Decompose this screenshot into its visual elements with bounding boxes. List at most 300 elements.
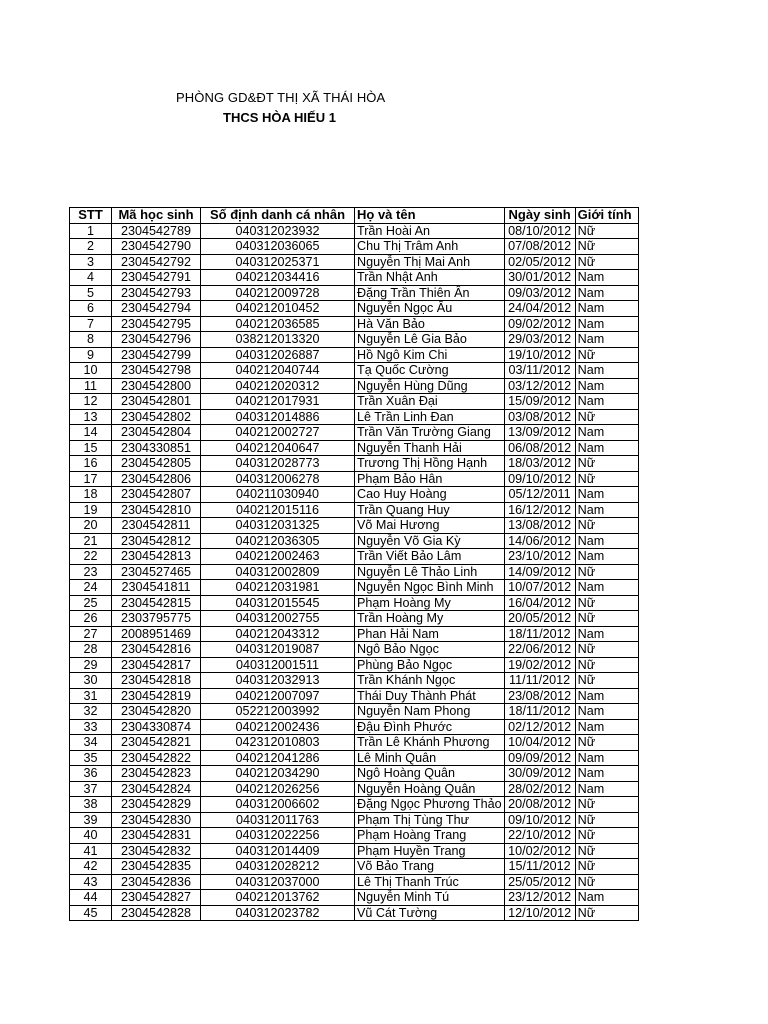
cell-personal-id: 040312006602 <box>201 797 355 813</box>
table-row <box>70 518 639 534</box>
cell-personal-id: 042312010803 <box>201 735 355 751</box>
cell-stt: 23 <box>70 564 112 580</box>
table-row <box>70 843 639 859</box>
cell-gender: Nữ <box>575 518 638 534</box>
school-title: THCS HÒA HIẾU 1 <box>223 110 336 125</box>
cell-gender: Nam <box>575 363 638 379</box>
table-row <box>70 580 639 596</box>
cell-full-name: Phạm Hoàng My <box>355 595 505 611</box>
cell-full-name: Nguyễn Lê Gia Bảo <box>355 332 505 348</box>
cell-student-code: 2304330874 <box>112 719 201 735</box>
cell-gender: Nữ <box>575 595 638 611</box>
table-row <box>70 890 639 906</box>
cell-stt: 12 <box>70 394 112 410</box>
cell-gender: Nữ <box>575 812 638 828</box>
cell-student-code: 2304527465 <box>112 564 201 580</box>
cell-personal-id: 040312014886 <box>201 409 355 425</box>
cell-stt: 45 <box>70 905 112 921</box>
cell-birth-date: 03/08/2012 <box>504 409 575 425</box>
cell-student-code: 2304542830 <box>112 812 201 828</box>
cell-gender: Nữ <box>575 657 638 673</box>
cell-birth-date: 30/01/2012 <box>504 270 575 286</box>
cell-stt: 44 <box>70 890 112 906</box>
table-body <box>70 223 639 921</box>
cell-full-name: Nguyễn Minh Tú <box>355 890 505 906</box>
cell-personal-id: 040212034416 <box>201 270 355 286</box>
cell-stt: 32 <box>70 704 112 720</box>
table-row <box>70 363 639 379</box>
cell-full-name: Trần Khánh Ngọc <box>355 673 505 689</box>
cell-personal-id: 040212002436 <box>201 719 355 735</box>
table-row <box>70 735 639 751</box>
cell-gender: Nam <box>575 301 638 317</box>
cell-gender: Nam <box>575 890 638 906</box>
cell-birth-date: 12/10/2012 <box>504 905 575 921</box>
cell-birth-date: 16/04/2012 <box>504 595 575 611</box>
cell-stt: 27 <box>70 626 112 642</box>
table-row <box>70 642 639 658</box>
cell-full-name: Nguyễn Hùng Dũng <box>355 378 505 394</box>
cell-personal-id: 040312028212 <box>201 859 355 875</box>
table-row <box>70 533 639 549</box>
cell-personal-id: 040312028773 <box>201 456 355 472</box>
cell-personal-id: 040212040744 <box>201 363 355 379</box>
cell-birth-date: 19/10/2012 <box>504 347 575 363</box>
cell-full-name: Hồ Ngô Kim Chi <box>355 347 505 363</box>
cell-stt: 34 <box>70 735 112 751</box>
cell-stt: 4 <box>70 270 112 286</box>
cell-student-code: 2008951469 <box>112 626 201 642</box>
cell-full-name: Nguyễn Nam Phong <box>355 704 505 720</box>
table-row <box>70 316 639 332</box>
cell-birth-date: 15/09/2012 <box>504 394 575 410</box>
table-row <box>70 456 639 472</box>
cell-full-name: Trần Lê Khánh Phương <box>355 735 505 751</box>
cell-student-code: 2304542812 <box>112 533 201 549</box>
cell-stt: 10 <box>70 363 112 379</box>
cell-full-name: Phạm Thị Tùng Thư <box>355 812 505 828</box>
cell-stt: 14 <box>70 425 112 441</box>
cell-personal-id: 040312022256 <box>201 828 355 844</box>
cell-stt: 16 <box>70 456 112 472</box>
cell-birth-date: 10/02/2012 <box>504 843 575 859</box>
cell-student-code: 2304542794 <box>112 301 201 317</box>
cell-student-code: 2304542822 <box>112 750 201 766</box>
cell-stt: 28 <box>70 642 112 658</box>
cell-student-code: 2304542813 <box>112 549 201 565</box>
cell-full-name: Ngô Bảo Ngọc <box>355 642 505 658</box>
cell-personal-id: 040312031325 <box>201 518 355 534</box>
cell-gender: Nam <box>575 332 638 348</box>
cell-birth-date: 09/10/2012 <box>504 812 575 828</box>
cell-full-name: Nguyễn Ngọc Bình Minh <box>355 580 505 596</box>
cell-personal-id: 040312025371 <box>201 254 355 270</box>
cell-stt: 22 <box>70 549 112 565</box>
cell-personal-id: 040312014409 <box>201 843 355 859</box>
cell-student-code: 2304542789 <box>112 223 201 239</box>
cell-personal-id: 040212031981 <box>201 580 355 596</box>
cell-student-code: 2304542816 <box>112 642 201 658</box>
cell-personal-id: 052212003992 <box>201 704 355 720</box>
table-row <box>70 673 639 689</box>
cell-birth-date: 07/08/2012 <box>504 239 575 255</box>
cell-stt: 39 <box>70 812 112 828</box>
cell-student-code: 2304542824 <box>112 781 201 797</box>
cell-gender: Nam <box>575 502 638 518</box>
cell-gender: Nam <box>575 549 638 565</box>
cell-birth-date: 14/06/2012 <box>504 533 575 549</box>
cell-stt: 13 <box>70 409 112 425</box>
cell-full-name: Hà Văn Bảo <box>355 316 505 332</box>
table-row <box>70 378 639 394</box>
cell-personal-id: 040312026887 <box>201 347 355 363</box>
table-row <box>70 874 639 890</box>
table-row <box>70 812 639 828</box>
cell-full-name: Trần Viết Bảo Lâm <box>355 549 505 565</box>
cell-stt: 5 <box>70 285 112 301</box>
cell-gender: Nam <box>575 378 638 394</box>
cell-stt: 11 <box>70 378 112 394</box>
cell-stt: 41 <box>70 843 112 859</box>
cell-student-code: 2304542829 <box>112 797 201 813</box>
cell-student-code: 2304330851 <box>112 440 201 456</box>
cell-student-code: 2304542802 <box>112 409 201 425</box>
cell-stt: 33 <box>70 719 112 735</box>
cell-personal-id: 040212015116 <box>201 502 355 518</box>
cell-personal-id: 040312036065 <box>201 239 355 255</box>
cell-stt: 42 <box>70 859 112 875</box>
cell-student-code: 2304542817 <box>112 657 201 673</box>
table-row <box>70 657 639 673</box>
table-row <box>70 394 639 410</box>
cell-personal-id: 040212009728 <box>201 285 355 301</box>
cell-stt: 38 <box>70 797 112 813</box>
cell-full-name: Lê Thị Thanh Trúc <box>355 874 505 890</box>
cell-student-code: 2304542832 <box>112 843 201 859</box>
cell-gender: Nữ <box>575 347 638 363</box>
cell-personal-id: 040312002755 <box>201 611 355 627</box>
cell-student-code: 2304542807 <box>112 487 201 503</box>
cell-full-name: Tạ Quốc Cường <box>355 363 505 379</box>
table-row <box>70 595 639 611</box>
column-header-personal-id: Số định danh cá nhân <box>201 208 355 224</box>
cell-gender: Nam <box>575 285 638 301</box>
cell-gender: Nữ <box>575 859 638 875</box>
cell-birth-date: 03/12/2012 <box>504 378 575 394</box>
cell-stt: 20 <box>70 518 112 534</box>
cell-personal-id: 040212013762 <box>201 890 355 906</box>
cell-student-code: 2304542831 <box>112 828 201 844</box>
cell-student-code: 2304542810 <box>112 502 201 518</box>
department-heading: PHÒNG GD&ĐT THỊ XÃ THÁI HÒA <box>176 90 386 105</box>
cell-gender: Nam <box>575 316 638 332</box>
cell-student-code: 2304542827 <box>112 890 201 906</box>
cell-full-name: Nguyễn Ngọc Âu <box>355 301 505 317</box>
table-row <box>70 781 639 797</box>
cell-birth-date: 16/12/2012 <box>504 502 575 518</box>
cell-stt: 7 <box>70 316 112 332</box>
cell-student-code: 2304542800 <box>112 378 201 394</box>
cell-personal-id: 040212002463 <box>201 549 355 565</box>
cell-stt: 19 <box>70 502 112 518</box>
cell-personal-id: 040212041286 <box>201 750 355 766</box>
cell-full-name: Thái Duy Thành Phát <box>355 688 505 704</box>
table-row <box>70 301 639 317</box>
cell-gender: Nữ <box>575 797 638 813</box>
table-header-row <box>70 208 639 224</box>
cell-full-name: Đậu Đình Phước <box>355 719 505 735</box>
cell-stt: 3 <box>70 254 112 270</box>
cell-birth-date: 18/11/2012 <box>504 626 575 642</box>
cell-stt: 40 <box>70 828 112 844</box>
table-row <box>70 611 639 627</box>
cell-personal-id: 040212034290 <box>201 766 355 782</box>
cell-full-name: Phạm Bảo Hân <box>355 471 505 487</box>
cell-personal-id: 038212013320 <box>201 332 355 348</box>
column-header-birth-date: Ngày sinh <box>504 208 575 224</box>
cell-student-code: 2304541811 <box>112 580 201 596</box>
cell-full-name: Lê Trần Linh Đan <box>355 409 505 425</box>
cell-birth-date: 09/10/2012 <box>504 471 575 487</box>
cell-gender: Nam <box>575 781 638 797</box>
cell-birth-date: 02/12/2012 <box>504 719 575 735</box>
cell-gender: Nữ <box>575 828 638 844</box>
cell-stt: 37 <box>70 781 112 797</box>
cell-personal-id: 040312023782 <box>201 905 355 921</box>
cell-gender: Nữ <box>575 611 638 627</box>
table-row <box>70 626 639 642</box>
cell-student-code: 2304542823 <box>112 766 201 782</box>
cell-birth-date: 24/04/2012 <box>504 301 575 317</box>
cell-student-code: 2304542811 <box>112 518 201 534</box>
cell-full-name: Lê Minh Quân <box>355 750 505 766</box>
cell-personal-id: 040312023932 <box>201 223 355 239</box>
table-row <box>70 332 639 348</box>
cell-full-name: Trần Hoàng My <box>355 611 505 627</box>
cell-student-code: 2304542799 <box>112 347 201 363</box>
cell-stt: 8 <box>70 332 112 348</box>
cell-birth-date: 10/07/2012 <box>504 580 575 596</box>
cell-gender: Nữ <box>575 564 638 580</box>
cell-stt: 24 <box>70 580 112 596</box>
cell-student-code: 2304542828 <box>112 905 201 921</box>
cell-stt: 21 <box>70 533 112 549</box>
cell-personal-id: 040212040647 <box>201 440 355 456</box>
cell-gender: Nam <box>575 425 638 441</box>
cell-personal-id: 040212036305 <box>201 533 355 549</box>
cell-birth-date: 19/02/2012 <box>504 657 575 673</box>
table-row <box>70 688 639 704</box>
cell-gender: Nữ <box>575 843 638 859</box>
cell-birth-date: 29/03/2012 <box>504 332 575 348</box>
cell-personal-id: 040212007097 <box>201 688 355 704</box>
cell-personal-id: 040312015545 <box>201 595 355 611</box>
cell-gender: Nam <box>575 704 638 720</box>
cell-personal-id: 040211030940 <box>201 487 355 503</box>
cell-birth-date: 28/02/2012 <box>504 781 575 797</box>
cell-birth-date: 15/11/2012 <box>504 859 575 875</box>
cell-stt: 2 <box>70 239 112 255</box>
cell-stt: 25 <box>70 595 112 611</box>
cell-student-code: 2304542801 <box>112 394 201 410</box>
table-row <box>70 766 639 782</box>
column-header-full-name: Họ và tên <box>355 208 505 224</box>
cell-full-name: Nguyễn Thanh Hải <box>355 440 505 456</box>
table-row <box>70 270 639 286</box>
cell-stt: 18 <box>70 487 112 503</box>
table-row <box>70 440 639 456</box>
cell-full-name: Phùng Bảo Ngọc <box>355 657 505 673</box>
table-row <box>70 719 639 735</box>
cell-birth-date: 13/08/2012 <box>504 518 575 534</box>
cell-full-name: Đặng Ngọc Phương Thảo <box>355 797 505 813</box>
cell-birth-date: 02/05/2012 <box>504 254 575 270</box>
cell-birth-date: 25/05/2012 <box>504 874 575 890</box>
table-row <box>70 564 639 580</box>
cell-personal-id: 040312037000 <box>201 874 355 890</box>
cell-full-name: Nguyễn Thị Mai Anh <box>355 254 505 270</box>
cell-full-name: Trần Nhật Anh <box>355 270 505 286</box>
cell-stt: 6 <box>70 301 112 317</box>
cell-student-code: 2304542815 <box>112 595 201 611</box>
cell-gender: Nữ <box>575 409 638 425</box>
column-header-gender: Giới tính <box>575 208 638 224</box>
cell-personal-id: 040212036585 <box>201 316 355 332</box>
cell-student-code: 2304542796 <box>112 332 201 348</box>
cell-gender: Nam <box>575 270 638 286</box>
cell-student-code: 2304542820 <box>112 704 201 720</box>
table-row <box>70 502 639 518</box>
cell-gender: Nữ <box>575 642 638 658</box>
table-row <box>70 704 639 720</box>
cell-birth-date: 13/09/2012 <box>504 425 575 441</box>
cell-personal-id: 040312032913 <box>201 673 355 689</box>
cell-full-name: Võ Bảo Trang <box>355 859 505 875</box>
cell-gender: Nam <box>575 719 638 735</box>
cell-personal-id: 040312019087 <box>201 642 355 658</box>
cell-full-name: Trần Văn Trường Giang <box>355 425 505 441</box>
cell-personal-id: 040212010452 <box>201 301 355 317</box>
cell-gender: Nữ <box>575 471 638 487</box>
table-row <box>70 750 639 766</box>
cell-student-code: 2304542819 <box>112 688 201 704</box>
cell-gender: Nữ <box>575 456 638 472</box>
cell-student-code: 2304542795 <box>112 316 201 332</box>
cell-student-code: 2304542835 <box>112 859 201 875</box>
cell-full-name: Đặng Trần Thiên Ân <box>355 285 505 301</box>
cell-personal-id: 040312002809 <box>201 564 355 580</box>
cell-full-name: Nguyễn Lê Thảo Linh <box>355 564 505 580</box>
cell-gender: Nữ <box>575 905 638 921</box>
cell-gender: Nam <box>575 580 638 596</box>
cell-personal-id: 040312011763 <box>201 812 355 828</box>
cell-full-name: Phạm Huyền Trang <box>355 843 505 859</box>
cell-stt: 36 <box>70 766 112 782</box>
table-row <box>70 223 639 239</box>
cell-student-code: 2304542798 <box>112 363 201 379</box>
cell-birth-date: 09/02/2012 <box>504 316 575 332</box>
cell-personal-id: 040212043312 <box>201 626 355 642</box>
cell-birth-date: 08/10/2012 <box>504 223 575 239</box>
table-row <box>70 549 639 565</box>
cell-birth-date: 22/10/2012 <box>504 828 575 844</box>
table-row <box>70 239 639 255</box>
student-roster-table <box>69 207 639 921</box>
table-row <box>70 285 639 301</box>
cell-stt: 43 <box>70 874 112 890</box>
cell-birth-date: 20/05/2012 <box>504 611 575 627</box>
table-row <box>70 797 639 813</box>
cell-student-code: 2304542791 <box>112 270 201 286</box>
cell-student-code: 2304542804 <box>112 425 201 441</box>
cell-gender: Nam <box>575 766 638 782</box>
cell-stt: 29 <box>70 657 112 673</box>
cell-gender: Nam <box>575 626 638 642</box>
cell-birth-date: 10/04/2012 <box>504 735 575 751</box>
cell-birth-date: 30/09/2012 <box>504 766 575 782</box>
cell-student-code: 2304542818 <box>112 673 201 689</box>
cell-full-name: Nguyễn Võ Gia Kỳ <box>355 533 505 549</box>
cell-stt: 35 <box>70 750 112 766</box>
cell-stt: 30 <box>70 673 112 689</box>
cell-student-code: 2304542792 <box>112 254 201 270</box>
cell-birth-date: 22/06/2012 <box>504 642 575 658</box>
table-row <box>70 347 639 363</box>
cell-personal-id: 040212026256 <box>201 781 355 797</box>
cell-full-name: Phạm Hoàng Trang <box>355 828 505 844</box>
cell-full-name: Trần Xuân Đại <box>355 394 505 410</box>
cell-stt: 26 <box>70 611 112 627</box>
cell-gender: Nữ <box>575 223 638 239</box>
table-row <box>70 254 639 270</box>
cell-personal-id: 040312006278 <box>201 471 355 487</box>
cell-student-code: 2304542821 <box>112 735 201 751</box>
cell-stt: 1 <box>70 223 112 239</box>
cell-birth-date: 18/03/2012 <box>504 456 575 472</box>
table-row <box>70 859 639 875</box>
cell-full-name: Ngô Hoàng Quân <box>355 766 505 782</box>
table-row <box>70 471 639 487</box>
cell-stt: 31 <box>70 688 112 704</box>
cell-personal-id: 040212017931 <box>201 394 355 410</box>
cell-birth-date: 03/11/2012 <box>504 363 575 379</box>
cell-gender: Nữ <box>575 673 638 689</box>
cell-birth-date: 18/11/2012 <box>504 704 575 720</box>
column-header-stt: STT <box>70 208 112 224</box>
cell-birth-date: 23/12/2012 <box>504 890 575 906</box>
cell-full-name: Vũ Cát Tường <box>355 905 505 921</box>
cell-birth-date: 23/08/2012 <box>504 688 575 704</box>
cell-full-name: Võ Mai Hương <box>355 518 505 534</box>
cell-birth-date: 14/09/2012 <box>504 564 575 580</box>
cell-gender: Nữ <box>575 239 638 255</box>
cell-full-name: Trương Thị Hồng Hạnh <box>355 456 505 472</box>
cell-full-name: Nguyễn Hoàng Quân <box>355 781 505 797</box>
cell-stt: 9 <box>70 347 112 363</box>
cell-gender: Nam <box>575 688 638 704</box>
cell-gender: Nam <box>575 487 638 503</box>
cell-gender: Nam <box>575 394 638 410</box>
cell-full-name: Trần Quang Huy <box>355 502 505 518</box>
table-row <box>70 409 639 425</box>
cell-gender: Nữ <box>575 735 638 751</box>
cell-personal-id: 040212020312 <box>201 378 355 394</box>
cell-student-code: 2304542836 <box>112 874 201 890</box>
cell-birth-date: 06/08/2012 <box>504 440 575 456</box>
cell-birth-date: 09/09/2012 <box>504 750 575 766</box>
cell-stt: 15 <box>70 440 112 456</box>
cell-gender: Nam <box>575 440 638 456</box>
